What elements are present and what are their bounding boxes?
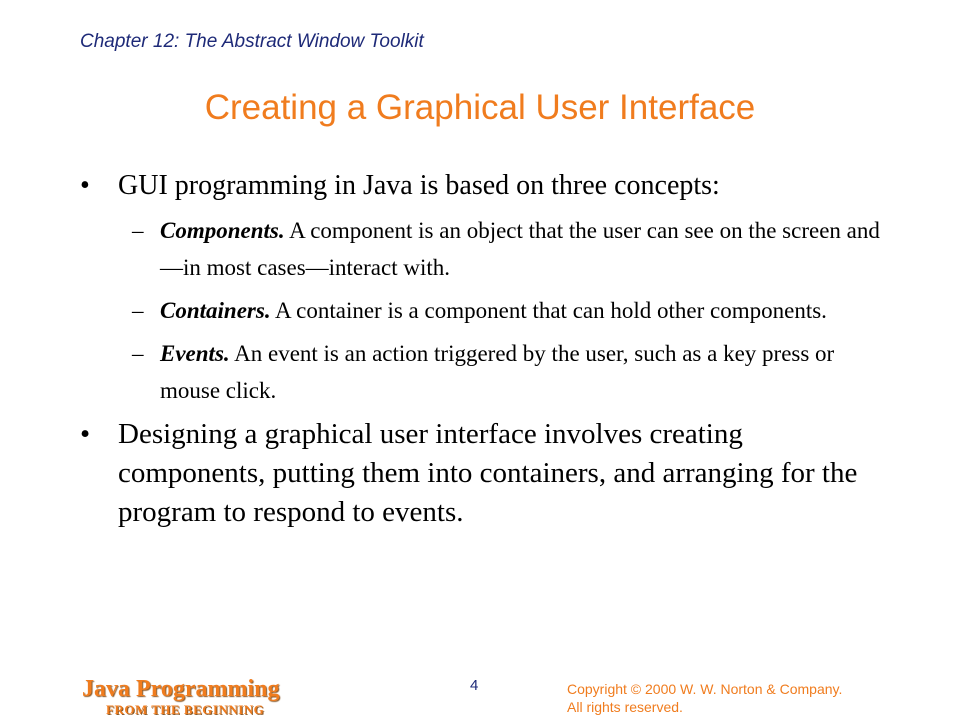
bullet-text: Designing a graphical user interface involves creating components, putting them into containers, and arranging for the program to respond to events.	[118, 418, 858, 528]
sub-bullet-item	[80, 212, 880, 286]
bullet-item	[80, 415, 880, 532]
logo-subtitle: FROM THE BEGINNING	[106, 702, 265, 717]
sub-bullet-item	[80, 335, 880, 409]
logo-title: Java Programming	[82, 676, 280, 702]
sub-bullet-text: A container is a component that can hold other components.	[270, 298, 827, 323]
sub-bullet-list	[80, 212, 880, 409]
bullet-text: GUI programming in Java is based on three concepts:	[118, 170, 720, 201]
dash-marker: –	[132, 218, 144, 243]
rights-line: All rights reserved.	[567, 699, 683, 715]
page-number: 4	[470, 677, 479, 694]
sub-bullet-text: An event is an action triggered by the user, such as a key press or mouse click.	[160, 341, 835, 403]
copyright-notice	[567, 680, 842, 716]
sub-bullet-item	[80, 292, 880, 329]
term-label: Components.	[160, 218, 285, 243]
sub-bullet-text: A component is an object that the user can see on the screen and—in most cases—interact with.	[160, 218, 880, 280]
dash-marker: –	[132, 298, 144, 323]
dash-marker: –	[132, 341, 144, 366]
chapter-header: Chapter 12: The Abstract Window Toolkit	[80, 31, 424, 52]
term-label: Events.	[160, 341, 230, 366]
book-logo	[82, 676, 280, 718]
copyright-line: Copyright © 2000 W. W. Norton & Company.	[567, 681, 843, 697]
slide-body	[80, 168, 880, 532]
bullet-item	[80, 168, 880, 204]
bullet-marker: •	[80, 170, 90, 201]
term-label: Containers.	[160, 298, 271, 323]
slide-title: Creating a Graphical User Interface	[204, 88, 756, 127]
bullet-marker: •	[80, 418, 91, 450]
